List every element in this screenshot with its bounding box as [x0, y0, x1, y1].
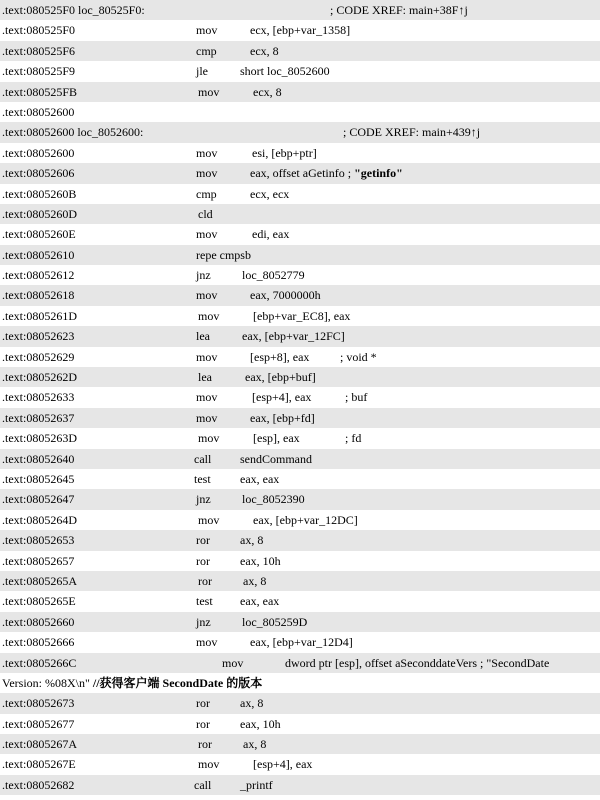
wrapped-string: Version: %08X\n": [2, 675, 93, 690]
mnemonic: jnz: [196, 614, 211, 629]
mnemonic: mov: [222, 655, 244, 670]
code-xref-comment: ; CODE XREF: main+439↑j: [343, 125, 481, 140]
listing-row: [0, 693, 600, 713]
address: .text:080525F9: [2, 64, 76, 79]
mnemonic: test: [196, 594, 213, 609]
address: .text:08052666: [2, 635, 75, 650]
listing-row: [0, 469, 600, 489]
operands: esi, [ebp+ptr]: [252, 145, 317, 160]
mnemonic: ror: [196, 533, 210, 548]
listing-row: [0, 449, 600, 469]
listing-row: [0, 61, 600, 81]
mnemonic: jle: [196, 64, 208, 79]
listing-row: [0, 653, 600, 673]
address: .text:0805264D: [2, 512, 77, 527]
listing-row: [0, 224, 600, 244]
address: .text:08052633: [2, 390, 75, 405]
mnemonic: mov: [198, 431, 220, 446]
operands: edi, eax: [252, 227, 290, 242]
listing-row: [0, 347, 600, 367]
operands: eax, 10h: [240, 553, 281, 568]
address: .text:0805260B: [2, 186, 77, 201]
operands: [250, 163, 403, 183]
mnemonic: cmp: [196, 43, 217, 58]
listing-row: [0, 408, 600, 428]
listing-row: [0, 82, 600, 102]
listing-row: [0, 571, 600, 591]
listing-row-continuation: [0, 673, 600, 693]
listing-row: [0, 306, 600, 326]
operand-text: eax, offset aGetinfo ;: [250, 166, 352, 181]
operands: eax, [ebp+var_12DC]: [253, 512, 358, 527]
address: .text:08052600: [2, 104, 75, 119]
mnemonic: mov: [198, 84, 220, 99]
listing-row: [0, 612, 600, 632]
address: .text:0805266C: [2, 655, 77, 670]
mnemonic: lea: [198, 370, 212, 385]
mnemonic: ror: [196, 696, 210, 711]
code-xref-comment: ; CODE XREF: main+38F↑j: [330, 3, 468, 17]
listing-row: [0, 143, 600, 163]
mnemonic: mov: [196, 166, 218, 181]
address: .text:08052660: [2, 614, 75, 629]
listing-row: [0, 245, 600, 265]
address: .text:08052612: [2, 268, 75, 283]
operands: eax, eax: [240, 471, 280, 486]
listing-row: [0, 734, 600, 754]
listing-row: [0, 122, 600, 142]
address: .text:08052677: [2, 716, 75, 731]
listing-row: [0, 387, 600, 407]
operands: ax, 8: [240, 696, 264, 711]
listing-row: [0, 428, 600, 448]
mnemonic: mov: [196, 349, 218, 364]
operands: _printf: [240, 777, 273, 792]
mnemonic: mov: [198, 757, 220, 772]
operands: ax, 8: [243, 737, 267, 752]
listing-row: [0, 775, 600, 795]
string-literal: "getinfo": [351, 166, 403, 181]
listing-row: [0, 367, 600, 387]
operands: eax, 7000000h: [250, 288, 321, 303]
operands: eax, [ebp+fd]: [250, 410, 315, 425]
operands: ecx, 8: [253, 84, 282, 99]
listing-row: [0, 754, 600, 774]
mnemonic: mov: [196, 23, 218, 38]
operands: ax, 8: [240, 533, 264, 548]
listing-row: [0, 510, 600, 530]
address: .text:0805260E: [2, 227, 76, 242]
mnemonic: mov: [196, 410, 218, 425]
operands: sendCommand: [240, 451, 312, 466]
listing-row: [0, 326, 600, 346]
listing-row: [0, 632, 600, 652]
mnemonic: call: [194, 777, 212, 792]
mnemonic: mov: [196, 288, 218, 303]
address: .text:08052600: [2, 145, 75, 160]
operands: eax, 10h: [240, 716, 281, 731]
listing-row: [0, 41, 600, 61]
address: .text:080525F6: [2, 43, 76, 58]
address: .text:0805262D: [2, 370, 77, 385]
mnemonic: mov: [198, 308, 220, 323]
operands: [esp+4], eax: [253, 757, 313, 772]
listing-row: [0, 0, 600, 20]
listing-row: [0, 163, 600, 183]
mnemonic: repe cmpsb: [196, 247, 251, 262]
mnemonic: lea: [196, 329, 210, 344]
listing-row: [0, 204, 600, 224]
address: .text:08052610: [2, 247, 75, 262]
address: .text:0805260D: [2, 206, 77, 221]
operands: ecx, 8: [250, 43, 279, 58]
mnemonic: mov: [198, 512, 220, 527]
address: .text:08052600 loc_8052600:: [2, 125, 144, 140]
address: .text:08052606: [2, 166, 75, 181]
address: .text:08052629: [2, 349, 75, 364]
address: .text:08052645: [2, 471, 75, 486]
operands: ecx, ecx: [250, 186, 290, 201]
wrapped-line: [2, 673, 262, 693]
operands: eax, [ebp+buf]: [245, 370, 316, 385]
address: .text:08052657: [2, 553, 75, 568]
operands: ecx, [ebp+var_1358]: [250, 23, 351, 38]
address: .text:0805261D: [2, 308, 77, 323]
operands: [esp+4], eax: [252, 390, 312, 405]
address: .text:0805265E: [2, 594, 76, 609]
address: .text:0805265A: [2, 573, 77, 588]
operands: eax, [ebp+var_12D4]: [250, 635, 353, 650]
mnemonic: jnz: [196, 268, 211, 283]
address: .text:0805267A: [2, 737, 77, 752]
listing-row: [0, 489, 600, 509]
address: .text:08052637: [2, 410, 75, 425]
listing-row: [0, 102, 600, 122]
operands: short loc_8052600: [240, 64, 330, 79]
address: .text:08052640: [2, 451, 75, 466]
listing-row: [0, 184, 600, 204]
address: .text:080525F0 loc_80525F0:: [2, 3, 145, 17]
address: .text:080525F0: [2, 23, 76, 38]
comment: ; buf: [345, 390, 368, 405]
operands: loc_805259D: [242, 614, 308, 629]
address: .text:08052623: [2, 329, 75, 344]
operands: ax, 8: [243, 573, 267, 588]
listing-row: [0, 551, 600, 571]
listing-row: [0, 530, 600, 550]
address: .text:08052653: [2, 533, 75, 548]
mnemonic: mov: [196, 227, 218, 242]
address: .text:08052647: [2, 492, 75, 507]
address: .text:08052618: [2, 288, 75, 303]
mnemonic: mov: [196, 635, 218, 650]
comment: [330, 0, 468, 20]
mnemonic: cmp: [196, 186, 217, 201]
operands: [esp], eax: [253, 431, 300, 446]
listing-row: [0, 285, 600, 305]
chinese-comment: //获得客户端 SecondDate 的版本: [92, 675, 263, 690]
mnemonic: ror: [196, 716, 210, 731]
listing-row: [0, 714, 600, 734]
operands: [ebp+var_EC8], eax: [253, 308, 351, 323]
operands: loc_8052390: [242, 492, 305, 507]
operands: eax, eax: [240, 594, 280, 609]
address: .text:0805267E: [2, 757, 76, 772]
address: .text:0805263D: [2, 431, 77, 446]
mnemonic: mov: [196, 145, 218, 160]
listing-row: [0, 20, 600, 40]
comment: ; void *: [340, 349, 377, 364]
mnemonic: ror: [198, 737, 212, 752]
mnemonic: call: [194, 451, 212, 466]
operands: eax, [ebp+var_12FC]: [242, 329, 345, 344]
mnemonic: jnz: [196, 492, 211, 507]
mnemonic: mov: [196, 390, 218, 405]
mnemonic: test: [194, 471, 211, 486]
mnemonic: cld: [198, 206, 213, 221]
address: .text:080525FB: [2, 84, 78, 99]
operands: dword ptr [esp], offset aSeconddateVers ; "SecondDate: [285, 655, 550, 670]
mnemonic: ror: [196, 553, 210, 568]
listing-row: [0, 265, 600, 285]
address: .text:08052682: [2, 777, 75, 792]
operands: loc_8052779: [242, 268, 305, 283]
mnemonic: ror: [198, 573, 212, 588]
operands: [esp+8], eax: [250, 349, 310, 364]
address: .text:08052673: [2, 696, 75, 711]
comment: ; fd: [345, 431, 362, 446]
listing-row: [0, 591, 600, 611]
